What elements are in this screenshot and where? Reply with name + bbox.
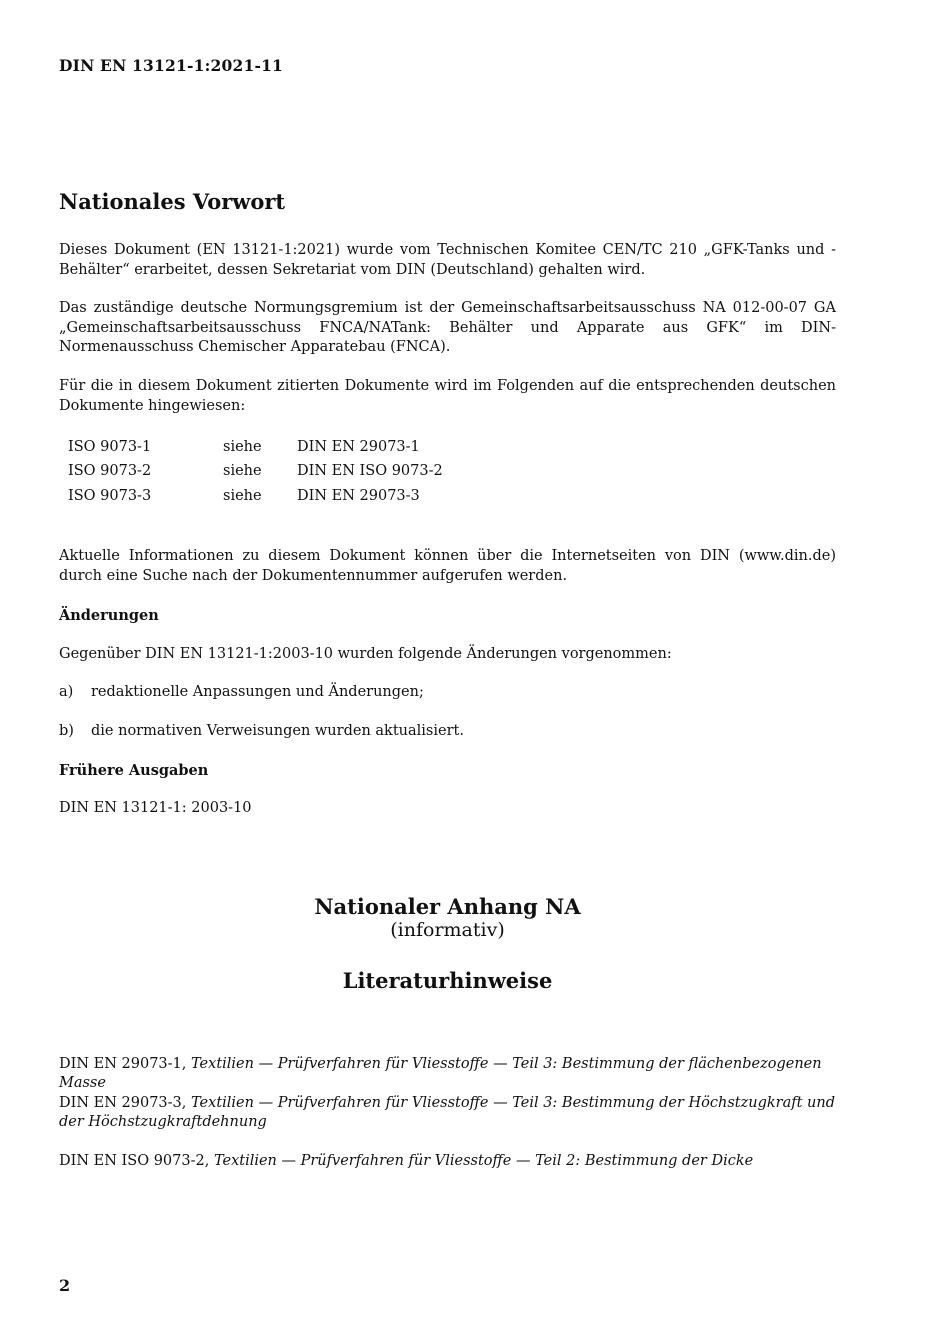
literature-ref: DIN EN 29073-3, [59, 1095, 192, 1111]
section-title-vorwort: Nationales Vorwort [59, 189, 286, 214]
list-item-label: a) [59, 684, 74, 700]
heading-fruehere-ausgaben: Frühere Ausgaben [59, 762, 209, 779]
reference-iso: ISO 9073-1 [68, 439, 152, 455]
annex-title: Nationaler Anhang NA [314, 894, 581, 919]
list-item-text: redaktionelle Anpassungen und Änderungen; [91, 684, 424, 700]
reference-din: DIN EN ISO 9073-2 [297, 463, 443, 479]
heading-aenderungen: Änderungen [59, 607, 159, 624]
reference-siehe: siehe [223, 488, 262, 504]
literature-entry [59, 1055, 836, 1093]
reference-iso: ISO 9073-2 [68, 463, 152, 479]
literature-ref: DIN EN ISO 9073-2, [59, 1153, 214, 1169]
reference-siehe: siehe [223, 463, 262, 479]
list-item-label: b) [59, 723, 74, 739]
vorwort-paragraph-1: Dieses Dokument (EN 13121-1:2021) wurde vom Technischen Komitee CEN/TC 210 „GFK-Tanks und -Behälter“ erarbeitet, dessen Sekretariat vom DIN (Deutschland) gehalten wird. [59, 242, 836, 278]
annex-subtitle: (informativ) [390, 919, 505, 941]
literature-ref-title: Textilien — Prüfverfahren für Vliesstoffe — Teil 3: Bestimmung der Höchstzugkraft und der Höchstzugkraftdehnung [59, 1095, 836, 1130]
fruehere-ausgaben-text: DIN EN 13121-1: 2003-10 [59, 800, 252, 816]
reference-iso: ISO 9073-3 [68, 488, 152, 504]
aenderungen-intro: Gegenüber DIN EN 13121-1:2003-10 wurden folgende Änderungen vorgenommen: [59, 646, 672, 662]
reference-din: DIN EN 29073-3 [297, 488, 420, 504]
literature-ref: DIN EN 29073-1, [59, 1056, 192, 1072]
vorwort-paragraph-3: Für die in diesem Dokument zitierten Dokumente wird im Folgenden auf die entsprechenden deutschen Dokumente hingewiesen: [59, 378, 836, 414]
literature-ref-title: Textilien — Prüfverfahren für Vliesstoffe — Teil 2: Bestimmung der Dicke [213, 1153, 754, 1169]
literature-title: Literaturhinweise [342, 968, 553, 993]
vorwort-paragraph-4: Aktuelle Informationen zu diesem Dokument können über die Internetseiten von DIN (www.din.de) durch eine Suche nach der Dokumentennummer aufgerufen werden. [59, 548, 836, 584]
vorwort-paragraph-2: Das zuständige deutsche Normungsgremium ist der Gemeinschaftsarbeitsausschuss NA 012-00-07 GA „Gemeinschaftsarbeitsausschuss FNCA/NATank: Behälter und Apparate aus GFK“ im DIN-Normenausschuss Chemischer Apparatebau (FNCA). [59, 300, 836, 355]
reference-siehe: siehe [223, 439, 262, 455]
reference-din: DIN EN 29073-1 [297, 439, 420, 455]
literature-ref-title: Textilien — Prüfverfahren für Vliesstoffe — Teil 3: Bestimmung der flächenbezogenen Masse [59, 1056, 822, 1091]
literature-entry [59, 1152, 836, 1171]
literature-entry [59, 1094, 836, 1132]
document-header-id: DIN EN 13121-1:2021-11 [59, 56, 284, 75]
list-item-text: die normativen Verweisungen wurden aktualisiert. [91, 723, 464, 739]
page-number: 2 [59, 1276, 71, 1295]
